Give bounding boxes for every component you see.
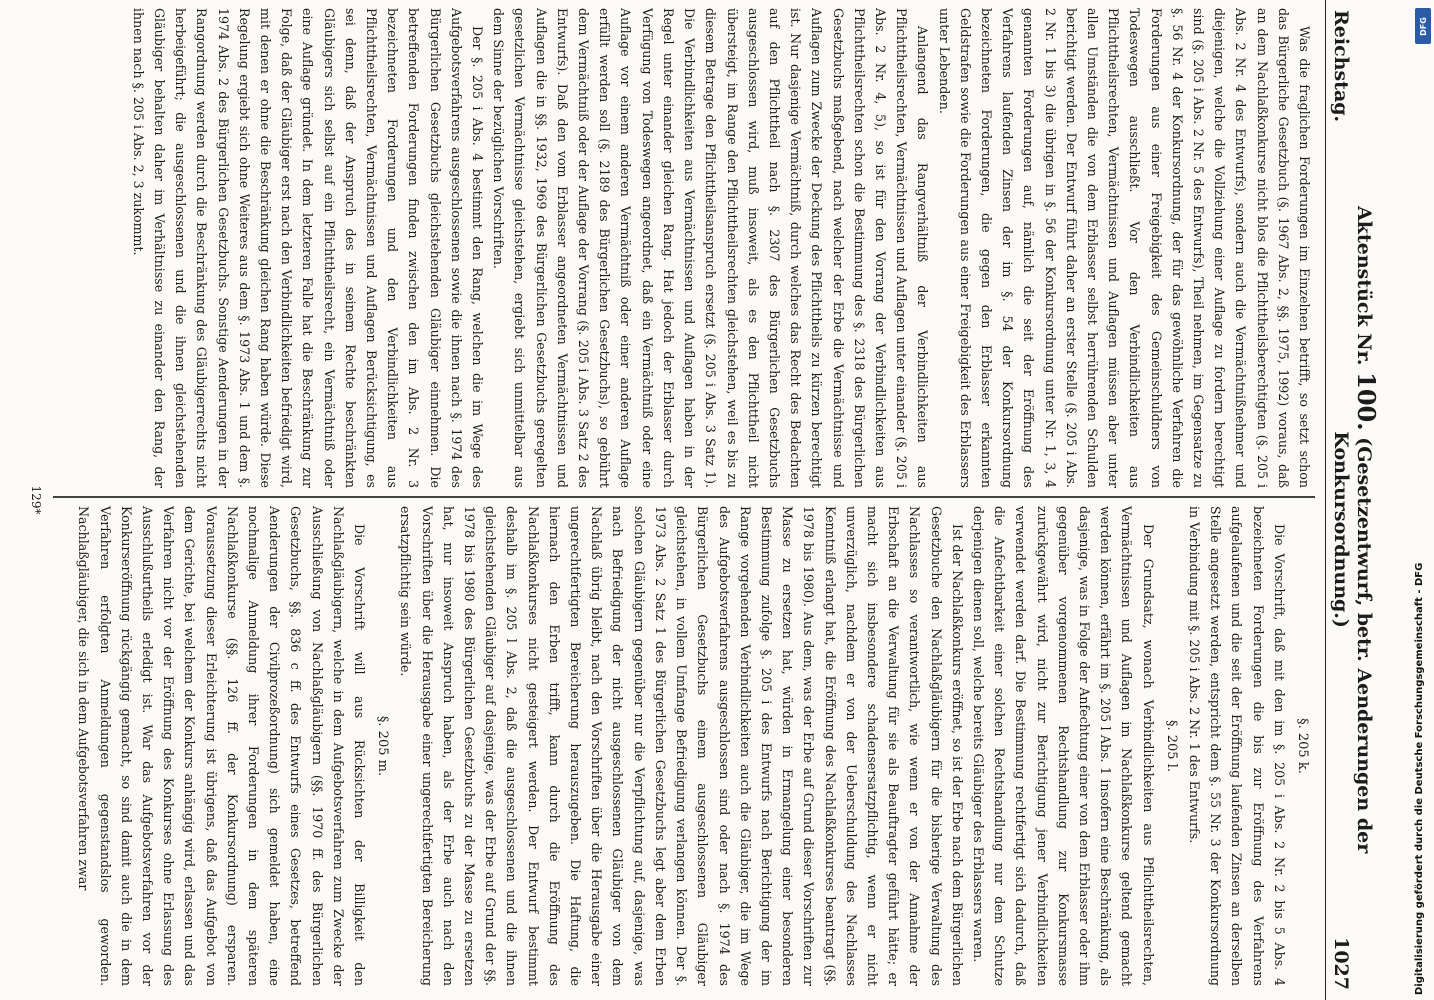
right-column (49, 498, 1319, 994)
dfg-logo-label: DFG (1418, 16, 1428, 36)
section-paragraph: Die Vorschrift will aus Rücksichten der Billigkeit den Nachlaßgläubigern, welche in dem Aufgebotsverfahren zum Zwecke der Ausschließung von Nachlaßgläubigern (§§. 1970 ff. des Bürgerlichen Gesetzbuchs, §§. 836 c ff. des Entwurfs eines Gesetzes, betreffend Aenderungen der Civilprozeßordnung) sich gemeldet haben, eine nochmalige Anmeldung ihrer Forderungen in dem späteren Nachlaßkonkurse (§§. 126 ff. der Konkursordnung) ersparen. Voraussetzung dieser Erleichterung ist übrigens, daß das Aufgebot von dem Gerichte, bei welchem der Konkurs anhängig wird, erlassen und das Verfahren nicht vor der Eröffnung des Konkurses ohne Erlassung des Ausschlußurtheils erledigt ist. War das Aufgebotsverfahren vor der Konkurseröffnung rückgängig gemacht, so sind damit auch die in dem Verfahren erfolgten Anmeldungen gegenstandslos geworden. Nachlaßgläubiger, die sich in dem Aufgebotsverfahren zwar (76, 506, 368, 986)
text-columns (49, 0, 1319, 1000)
header-number: 100. (1352, 372, 1381, 431)
left-paragraph: Was die fraglichen Forderungen im Einzelnen betrifft, so setzt schon das Bürgerliche Gesetzbuch (§. 1967 Abs. 2, §§. 1975, 1992) voraus, daß an dem Nachlaßkonkurse nicht blos die Pflichttheilsberechtigten (§. 205 i Abs. 2 Nr. 4 des Entwurfs), sondern auch die Vermächtnißnehmer und diejenigen, welche die Vollziehung einer Auflage zu fordern berechtigt sind (§. 205 i Abs. 2 Nr. 5 des Entwurfs), Theil nehmen, im Gegensatze zu §. 56 Nr. 4 der Konkursordnung, der für das gewöhnliche Verfahren die Forderungen aus einer Freigebigkeit des Gemeinschuldners von Todeswegen ausschließt. Vor den Verbindlichkeiten aus Pflichttheilsrechten, Vermächtnissen und Auflagen müssen aber unter allen Umständen die von dem Erblasser selbst herrührenden Schulden berichtigt werden. Der Entwurf führt daher an erster Stelle (§. 205 i Abs. 2 Nr. 1 bis 3) die übrigen in §. 56 der Konkursordnung unter Nr. 1, 3, 4 genannten Forderungen auf, nämlich die seit der Eröffnung des Verfahrens laufenden Zinsen der im §. 54 der Konkursordnung bezeichneten Forderungen, die gegen den Erblasser erkannten Geldstrafen sowie die Forderungen aus einer Freigebigkeit des Erblassers unter Lebenden. (936, 8, 1312, 488)
page-number: 1027 (1330, 937, 1352, 990)
section-heading: §. 205 l. (1163, 720, 1179, 772)
header-prefix: Aktenstück Nr. (1353, 206, 1375, 366)
digitization-credit (1412, 0, 1434, 1000)
left-paragraph: Der §. 205 i Abs. 4 bestimmt den Rang, welchen die im Wege des Aufgebotsverfahrens ausgeschlossenen sowie die ihnen nach §. 1974 des Bürgerlichen Gesetzbuchs gleichstehenden Gläubiger einnehmen. Die betreffenden Forderungen finden zwischen den im Abs. 2 Nr. 3 bezeichneten Forderungen und den Verbindlichkeiten aus Pflichttheilsrechten, Vermächtnissen und Auflagen Berücksichtigung, es sei denn, daß der Anspruch des in seinem Rechte beschränkten Gläubigers sich selbst auf ein Pflichttheilsrecht, ein Vermächtniß oder eine Auflage gründet. In dem letzteren Falle hat die Beschränkung zur Folge, daß der Gläubiger erst nach den Verbindlichkeiten befriedigt wird, mit denen er ohne die Beschränkung gleichen Rang haben würde. Diese Regelung ergiebt sich ohne Weiteres aus dem §. 1973 Abs. 1 und dem §. 1974 Abs. 2 des Bürgerlichen Gesetzbuchs. Sonstige Aenderungen in der Rangordnung werden durch die Beschränkung des Gläubigerrechts nicht herbeigeführt; die ausgeschlossenen und die ihnen gleichstehenden Gläubiger behalten daher im Verhältnisse zu einander den Rang, der ihnen nach §. 205 i Abs. 2, 3 zukommt. (130, 8, 486, 488)
rotated-page-content (25, 0, 1385, 1000)
header-suffix: (Gesetzentwurf, betr. Aenderungen der Konkursordnung.) (1330, 431, 1375, 854)
section-paragraph: Die Vorschrift, daß mit den im §. 205 i Abs. 2 Nr. 2 bis 5 Abs. 4 bezeichneten Forderungen die bis zur Eröffnung des Verfahrens aufgelaufenen und die seit der Eröffnung laufenden Zinsen an derselben Stelle angesetzt werden, entspricht dem §. 55 Nr. 3 der Konkursordnung in Verbindung mit §. 205 i Abs. 2 Nr. 1 des Entwurfs. (1186, 506, 1287, 986)
header-title (1330, 122, 1381, 937)
section-paragraph: Ist der Nachlaßkonkurs eröffnet, so ist der Erbe nach dem Bürgerlichen Gesetzbuche den Nachlaßgläubigern für die bisherige Verwaltung des Nachlasses so verantwortlich, wie wenn er von der Annahme der Erbschaft an die Verwaltung für sie als Beauftragter geführt hätte; er macht sich insbesondere schadensersatzpflichtig, wenn er nicht unverzüglich, nachdem er von der Ueberschuldung des Nachlasses Kenntniß erlangt hat, die Eröffnung des Nachlaßkonkurses beantragt (§§. 1978 bis 1980). Aus dem, was der Erbe auf Grund dieser Vorschriften zur Masse zu ersetzen hat, würden in Ermangelung einer besonderen Bestimmung zufolge §. 205 i des Entwurfs nach Berichtigung der im Range vorgehenden Verbindlichkeiten auch die Gläubiger, die im Wege des Aufgebotsverfahrens ausgeschlossen sind oder nach §. 1974 des Bürgerlichen Gesetzbuchs einem ausgeschlossenen Gläubiger gleichstehen, in vollem Umfange Befriedigung verlangen können. Der §. 1973 Abs. 2 Satz 1 des Bürgerlichen Gesetzbuchs legt aber dem Erben solchen Gläubigern gegenüber nur die Verpflichtung auf, dasjenige, was nach Befriedigung der nicht ausgeschlossenen Gläubiger von dem Nachlaß übrig bleibt, nach den Vorschriften über die Herausgabe einer ungerechtfertigten Bereicherung herauszugeben. Die Haftung, die hiernach den Erben trifft, kann durch die Eröffnung des Nachlaßkonkurses nicht gesteigert werden. Der Entwurf bestimmt deshalb im §. 205 l Abs. 2, daß die ausgeschlossenen und die ihnen gleichstehenden Gläubiger auf dasjenige, was der Erbe auf Grund der §§. 1978 bis 1980 des Bürgerlichen Gesetzbuchs zu der Masse zu ersetzen hat, nur insoweit Anspruch haben, als der Erbe auch nach den Vorschriften über die Herausgabe einer ungerechtfertigten Bereicherung ersatzpflichtig sein würde. (398, 506, 965, 986)
page-header (1325, 0, 1385, 1000)
left-column (49, 0, 1319, 496)
credit-text: Digitalisierung gefördert durch die Deutsche Forschungsgemeinschaft - DFG (1414, 562, 1425, 995)
section-heading: §. 205 m. (375, 715, 391, 777)
signature-mark: 129* (29, 485, 43, 515)
header-left: Reichstag. (1330, 10, 1352, 123)
section-heading: §. 205 k. (1295, 718, 1310, 774)
section-paragraph: Der Grundsatz, wonach Verbindlichkeiten aus Pflichttheilsrechten, Vermächtnissen und Auflagen im Nachlaßkonkurse geltend gemacht werden können, erfährt im §. 205 l Abs. 1 insofern eine Beschränkung, als dasjenige, was in Folge der Anfechtung einer von dem Erblasser oder ihm gegenüber vorgenommenen Rechtshandlung zur Konkursmasse zurückgewährt wird, nicht zur Berichtigung jener Verbindlichkeiten verwendet werden darf. Die Bestimmung rechtfertigt sich dadurch, daß die Anfechtbarkeit einer solchen Rechtshandlung nur dem Schutze derjenigen dienen soll, welche bereits Gläubiger des Erblassers waren. (970, 506, 1156, 986)
left-paragraph: Anlangend das Rangverhältniß der Verbindlichkeiten aus Pflichttheilsrechten, Vermächtnissen und Auflagen unter einander (§. 205 i Abs. 2 Nr. 4, 5), so ist für den Vorrang der Verbindlichkeiten aus Pflichttheilsrechten schon die Bestimmung des §. 2318 des Bürgerlichen Gesetzbuchs maßgebend, nach welcher der Erbe die Vermächtnisse und Auflagen zum Zwecke der Deckung des Pflichttheils zu kürzen berechtigt ist. Nur dasjenige Vermächtniß, durch welches das Recht des Bedachten auf den Pflichttheil nach §. 2307 des Bürgerlichen Gesetzbuchs ausgeschlossen wird, muß insoweit, als es den Pflichttheil nicht übersteigt, im Range den Pflichttheilsrechten gleichstehen, weil es bis zu diesem Betrage den Pflichttheilsanspruch ersetzt (§. 205 i Abs. 3 Satz 1). Die Verbindlichkeiten aus Vermächtnissen und Auflagen haben in der Regel unter einander gleichen Rang. Hat jedoch der Erblasser durch Verfügung von Todeswegen angeordnet, daß ein Vermächtniß oder eine Auflage vor einem anderen Vermächtniß oder einer anderen Auflage erfüllt werden soll (§. 2189 des Bürgerlichen Gesetzbuchs), so gebührt dem Vermächtniß oder der Auflage der Vorrang (§. 205 i Abs. 3 Satz 2 des Entwurfs). Daß den vom Erblasser angeordneten Vermächtnissen und Auflagen die in §§. 1932, 1969 des Bürgerlichen Gesetzbuchs geregelten gesetzlichen Vermächtnisse gleichstehen, ergiebt sich unmittelbar aus dem Sinne der bezüglichen Vorschriften. (491, 8, 931, 488)
dfg-logo-icon (1415, 8, 1431, 44)
